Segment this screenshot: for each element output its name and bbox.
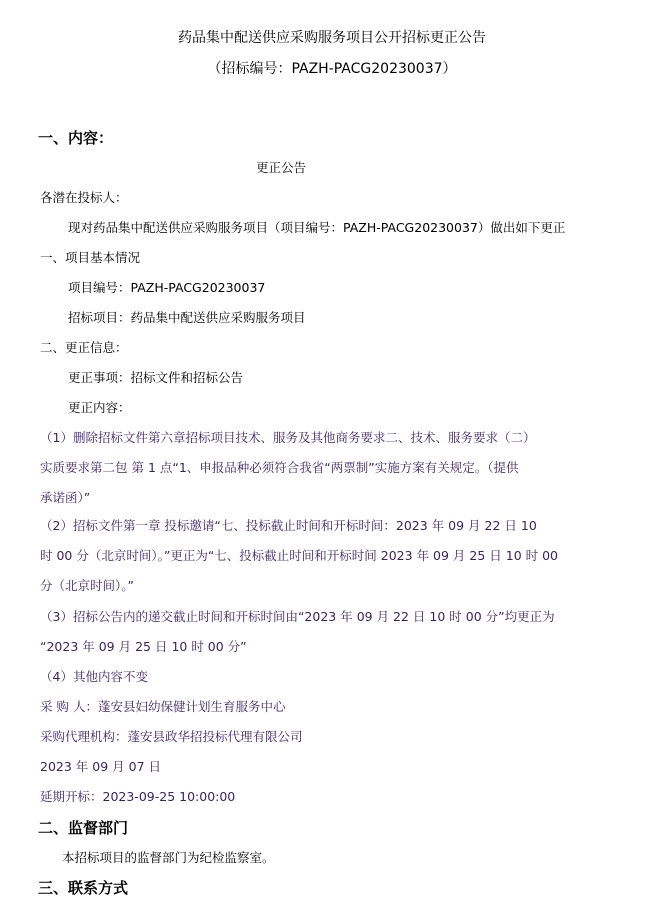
correction-item-2-line-1: （2）招标文件第一章 投标邀请“七、投标截止时间和开标时间：2023 年 09 月 22 日 10 — [40, 518, 537, 533]
correction-item-1-line-1: （1）删除招标文件第六章招标项目技术、服务及其他商务要求二、技术、服务要求（二） — [40, 430, 536, 445]
project-number: 项目编号：PAZH-PACG20230037 — [68, 280, 266, 295]
correction-heading: 二、更正信息： — [40, 340, 128, 355]
sub-title: 更正公告 — [256, 160, 307, 175]
correction-item-3-line-1: （3）招标公告内的递交截止时间和开标时间由“2023 年 09 月 22 日 10 时 00 分”均更正为 — [40, 609, 555, 624]
salutation: 各潜在投标人： — [40, 190, 128, 205]
agency: 采购代理机构：蓬安县政华招投标代理有限公司 — [40, 729, 303, 744]
project-name: 招标项目：药品集中配送供应采购服务项目 — [68, 310, 306, 325]
correction-content: 更正内容： — [68, 400, 131, 415]
notice-title: 药品集中配送供应采购服务项目公开招标更正公告 — [178, 30, 486, 46]
correction-item-4: （4）其他内容不变 — [40, 669, 148, 684]
correction-item-2-line-2: 时 00 分（北京时间）。”更正为“七、投标截止时间和开标时间 2023 年 09 月 25 日 10 时 00 — [40, 548, 559, 563]
correction-item-1-line-2: 实质要求第二包 第 1 点“1、申报品种必须符合我省“两票制”实施方案有关规定。（提供 — [40, 460, 519, 475]
basic-info-heading: 一、项目基本情况 — [40, 250, 141, 265]
supervision-content: 本招标项目的监督部门为纪检监察室。 — [62, 850, 275, 865]
section2-heading: 二、监督部门 — [38, 819, 129, 837]
correction-item-2-line-3: 分（北京时间）。” — [40, 578, 134, 593]
section1-heading: 一、内容： — [38, 129, 114, 147]
section3-heading: 三、联系方式 — [38, 879, 129, 897]
correction-item-1-line-3: 承诺函）” — [40, 490, 91, 505]
postponed-opening: 延期开标：2023-09-25 10:00:00 — [40, 789, 236, 804]
purchaser: 采 购 人：蓬安县妇幼保健计划生育服务中心 — [40, 699, 286, 714]
correction-item: 更正事项：招标文件和招标公告 — [68, 370, 244, 385]
intro: 现对药品集中配送供应采购服务项目（项目编号：PAZH-PACG20230037）做出如下更正 — [68, 220, 566, 235]
notice-date: 2023 年 09 月 07 日 — [40, 759, 161, 774]
bid-number: （招标编号：PAZH-PACG20230037） — [207, 61, 457, 77]
correction-item-3-line-2: “2023 年 09 月 25 日 10 时 00 分” — [40, 639, 247, 654]
